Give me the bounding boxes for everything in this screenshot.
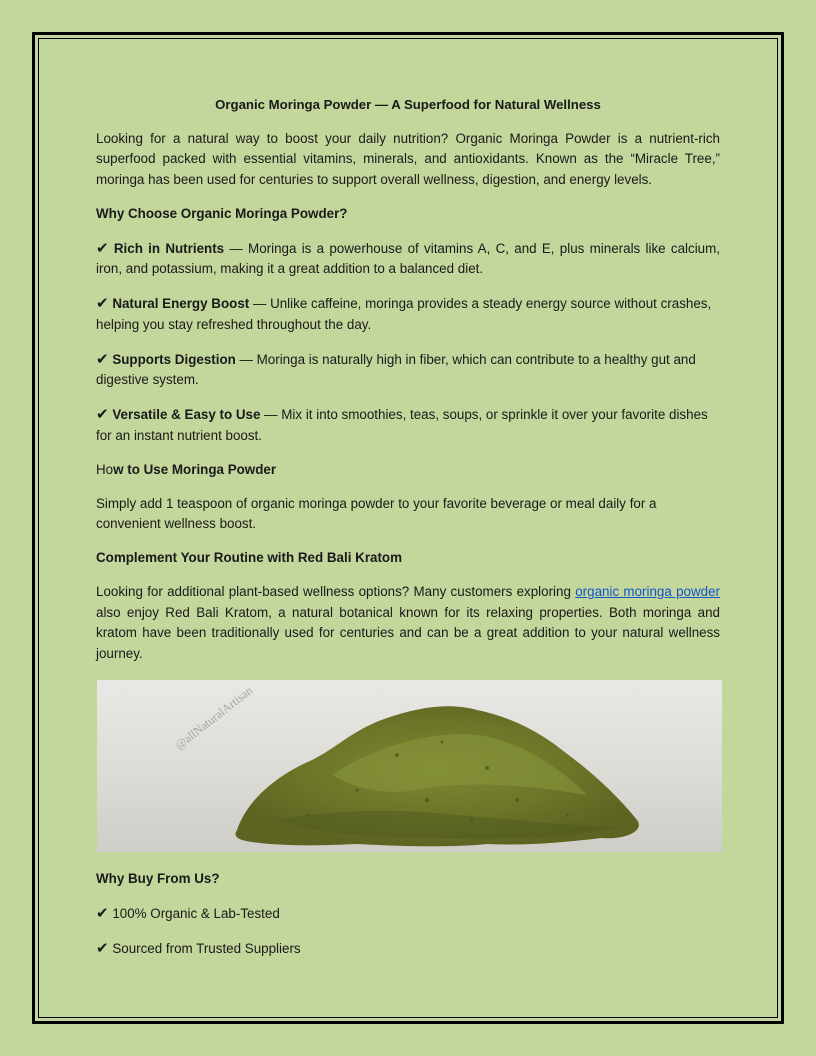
- moringa-powder-image: [97, 680, 722, 852]
- benefit-item: [96, 349, 720, 391]
- complement-text-before: Looking for additional plant-based wellness options? Many customers exploring: [96, 584, 576, 599]
- complement-paragraph: [96, 582, 720, 664]
- buy-item: [96, 903, 720, 925]
- benefit-text: — Unlike caffeine, moringa provides a steady energy source without crashes, helping you stay refreshed throughout the day.: [96, 296, 712, 332]
- benefit-label: Natural Energy Boost: [112, 296, 250, 311]
- checkmark-icon: ✔: [96, 349, 109, 368]
- organic-moringa-powder-link[interactable]: organic moringa powder: [575, 584, 720, 599]
- benefit-item: [96, 238, 720, 280]
- how-heading-prefix: Ho: [96, 461, 114, 477]
- buy-item-text: Sourced from Trusted Suppliers: [112, 941, 301, 956]
- buy-item-text: 100% Organic & Lab-Tested: [112, 906, 280, 921]
- image-watermark-text: @allNaturalArtisan: [172, 683, 256, 753]
- how-heading-rest: w to Use Moringa Powder: [113, 461, 277, 477]
- why-choose-heading: Why Choose Organic Moringa Powder?: [96, 205, 348, 221]
- why-buy-heading: Why Buy From Us?: [96, 871, 220, 886]
- powder-pile-graphic: [97, 680, 722, 852]
- complement-heading: Complement Your Routine with Red Bali Kratom: [96, 550, 403, 565]
- document-body: [96, 95, 720, 678]
- buy-item: [96, 938, 720, 960]
- checkmark-icon: ✔: [96, 405, 109, 423]
- document-title: Organic Moringa Powder — A Superfood for Natural Wellness: [215, 97, 601, 112]
- benefit-label: Rich in Nutrients: [113, 240, 225, 256]
- benefit-item: [96, 404, 720, 446]
- benefit-label: Versatile & Easy to Use: [112, 407, 261, 422]
- benefit-item: [96, 293, 720, 335]
- complement-text-after: also enjoy Red Bali Kratom, a natural botanical known for its relaxing properties. Both moringa and kratom have been traditionally used for centuries and can be a great addition to your natural wellness journey.: [96, 604, 720, 661]
- checkmark-icon: ✔: [96, 294, 109, 312]
- intro-paragraph: Looking for a natural way to boost your daily nutrition? Organic Moringa Powder is a nutrient-rich superfood packed with essential vitamins, minerals, and antioxidants. Known as the “Miracle Tree,” moringa has been used for centuries to support overall wellness, digestion, and energy levels.: [96, 130, 720, 187]
- benefit-text: — Mix it into smoothies, teas, soups, or sprinkle it over your favorite dishes for an instant nutrient boost.: [96, 407, 708, 443]
- benefit-label: Supports Digestion: [112, 351, 236, 367]
- benefit-text: — Moringa is a powerhouse of vitamins A, C, and E, plus minerals like calcium, iron, and potassium, making it a great addition to a balanced diet.: [96, 240, 720, 276]
- benefit-text: — Moringa is naturally high in fiber, which can contribute to a healthy gut and digestive system.: [96, 351, 696, 387]
- how-to-use-heading: [96, 460, 720, 481]
- checkmark-icon: ✔: [96, 238, 109, 257]
- checkmark-icon: ✔: [96, 904, 109, 922]
- how-to-use-paragraph: Simply add 1 teaspoon of organic moringa powder to your favorite beverage or meal daily for a convenient wellness boost.: [96, 495, 657, 531]
- buy-section: [96, 869, 720, 973]
- checkmark-icon: ✔: [96, 939, 109, 957]
